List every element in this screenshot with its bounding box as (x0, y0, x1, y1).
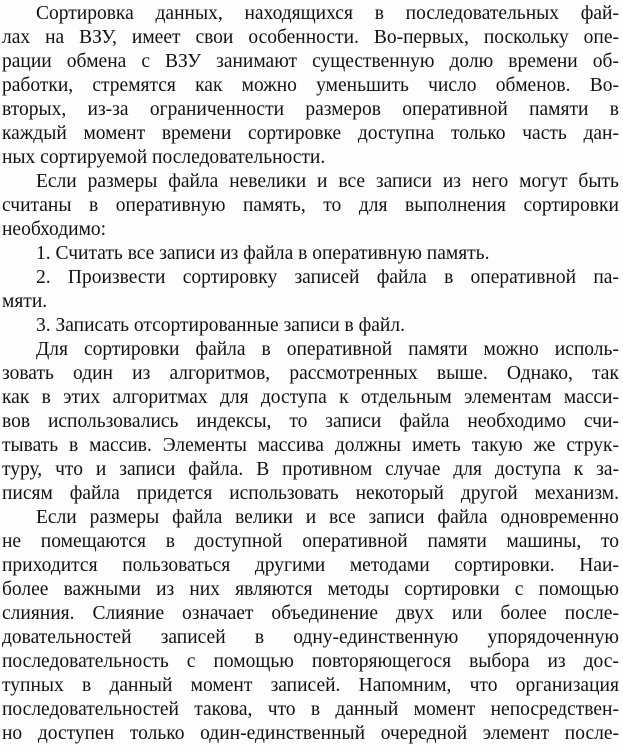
text-line: не помещаются в доступной оперативной памяти машины, то (2, 531, 619, 552)
text-line: тывать в массив. Элементы массива должны иметь такую же струк- (2, 435, 619, 456)
list-item: 3. Записать отсортированные записи в файл. (36, 315, 405, 336)
text-line: писям файла придется использовать некоторый другой механизм. (2, 483, 619, 504)
text-line: более важными из них являются методы сортировки с помощью (2, 579, 619, 600)
text-line: туру, что и записи файла. В противном случае для доступа к за- (2, 459, 619, 480)
text-line: как в этих алгоритмах для доступа к отдельным элементам масси- (2, 387, 619, 408)
text-line: ных сортируемой последовательности. (2, 147, 326, 168)
text-line: Для сортировки файла в оперативной памяти можно исполь- (36, 339, 619, 360)
text-line: лах на ВЗУ, имеет свои особенности. Во-первых, поскольку опе- (2, 27, 619, 48)
text-line: вов использовались индексы, то записи файла необходимо счи- (2, 411, 619, 432)
text-line: каждый момент времени сортировке доступна только часть дан- (2, 123, 619, 144)
text-line: Если размеры файла велики и все записи файла одновременно (36, 507, 619, 528)
text-line: считаны в оперативную память, то для выполнения сортировки (2, 195, 619, 216)
text-line: мяти. (2, 291, 48, 312)
list-item: 2. Произвести сортировку записей файла в оперативной па- (36, 267, 619, 288)
text-line: зовать один из алгоритмов, рассмотренных выше. Однако, так (2, 363, 619, 384)
text-line: рации обмена с ВЗУ занимают существенную долю времени об- (2, 51, 619, 72)
text-line: тупных в данный момент записей. Напомним, что организация (2, 675, 619, 696)
text-line: необходимо: (2, 219, 107, 240)
text-line: Сортировка данных, находящихся в последовательных фай- (36, 3, 619, 24)
text-line: приходится пользоваться другими методами сортировки. Наи- (2, 555, 619, 576)
text-line: Если размеры файла невелики и все записи из него могут быть (36, 171, 619, 192)
text-line: последовательностей такова, что в данный момент непосредствен- (2, 699, 619, 720)
text-line: довательностей записей в одну-единственную упорядоченную (2, 627, 619, 648)
text-line: вторых, из-за ограниченности размеров оперативной памяти в (2, 99, 619, 120)
text-line: последовательность с помощью повторяющегося выбора из дос- (2, 651, 619, 672)
text-line: но доступен только один-единственный очередной элемент после- (2, 723, 619, 744)
text-line: работки, стремятся как можно уменьшить число обменов. Во- (2, 75, 619, 96)
text-line: слияния. Слияние означает объединение двух или более после- (2, 603, 619, 624)
list-item: 1. Считать все записи из файла в оперативную память. (36, 243, 490, 264)
